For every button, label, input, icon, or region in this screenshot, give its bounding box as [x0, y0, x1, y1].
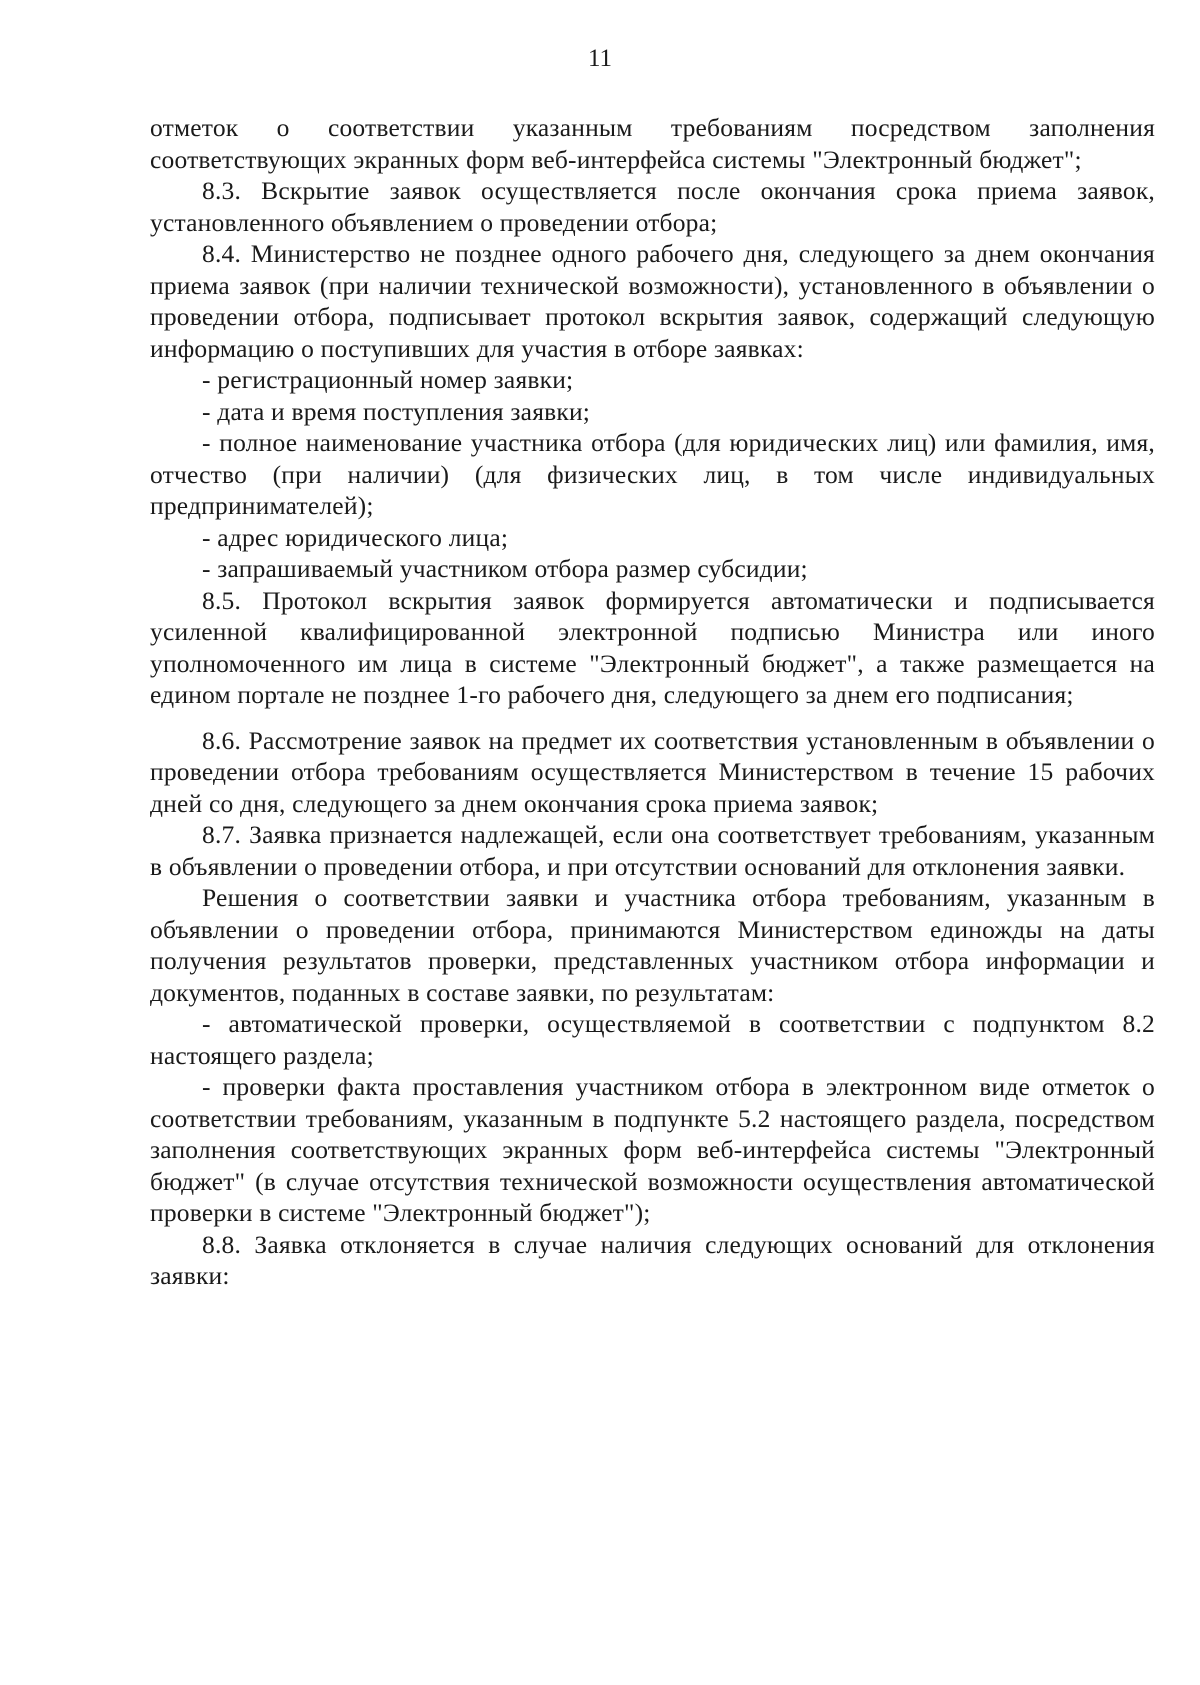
paragraph-8-8: 8.8. Заявка отклоняется в случае наличия следующих оснований для отклонения заявки: — [150, 1229, 1155, 1290]
paragraph-8-7: 8.7. Заявка признается надлежащей, если она соответствует требованиям, указанным в объявлении о проведении отбора, и при отсутствии оснований для отклонения заявки. — [150, 820, 1155, 881]
paragraph-8-5: 8.5. Протокол вскрытия заявок формируется автоматически и подписывается усиленной квалифицированной электронной подписью Министра или иного уполномоченного им лица в системе "Электронный бюджет", а также размещается на едином портале не позднее 1-го рабочего дня, следующего за днем его подписания; — [150, 585, 1155, 709]
page-number: 11 — [587, 45, 613, 72]
paragraph-8-3: 8.3. Вскрытие заявок осуществляется после окончания срока приема заявок, установленного объявлением о проведении отбора; — [150, 176, 1155, 237]
paragraph-8-6: 8.6. Рассмотрение заявок на предмет их соответствия установленным в объявлении о проведении отбора требованиям осуществляется Министерством в течение 15 рабочих дней со дня, следующего за днем окончания срока приема заявок; — [150, 725, 1155, 818]
list-item-full-name: - полное наименование участника отбора (для юридических лиц) или фамилия, имя, отчество (при наличии) (для физических лиц, в том числе индивидуальных предпринимателей); — [150, 428, 1155, 520]
list-item-date-time: - дата и время поступления заявки; — [202, 396, 591, 426]
list-item-address: - адрес юридического лица; — [202, 522, 509, 552]
paragraph-8-4: 8.4. Министерство не позднее одного рабочего дня, следующего за днем окончания приема заявок (при наличии технической возможности), установленного в объявлении о проведении отбора, подписывает протокол вскрытия заявок, содержащий следующую информацию о поступивших для участия в отборе заявках: — [150, 239, 1155, 363]
list-item-subsidy-amount: - запрашиваемый участником отбора размер субсидии; — [202, 554, 808, 583]
document-body — [150, 112, 1155, 1292]
paragraph-decisions: Решения о соответствии заявки и участника отбора требованиям, указанным в объявлении о проведении отбора, принимаются Министерством единожды на даты получения результатов проверки, представленных участником отбора информации и документов, поданных в составе заявки, по результатам: — [150, 883, 1155, 1007]
list-item-manual-check: - проверки факта проставления участником отбора в электронном виде отметок о соответствии требованиям, указанным в подпункте 5.2 настоящего раздела, посредством заполнения соответствующих экранных форм веб-интерфейса системы "Электронный бюджет" (в случае отсутствия технической возможности осуществления автоматической проверки в системе "Электронный бюджет"); — [150, 1072, 1155, 1227]
list-item-automatic-check: - автоматической проверки, осуществляемой в соответствии с подпунктом 8.2 настоящего раздела; — [150, 1009, 1155, 1070]
paragraph-continuation: отметок о соответствии указанным требованиям посредством заполнения соответствующих экранных форм веб-интерфейса системы "Электронный бюджет"; — [150, 113, 1155, 174]
list-item-registration-number: - регистрационный номер заявки; — [202, 365, 574, 394]
